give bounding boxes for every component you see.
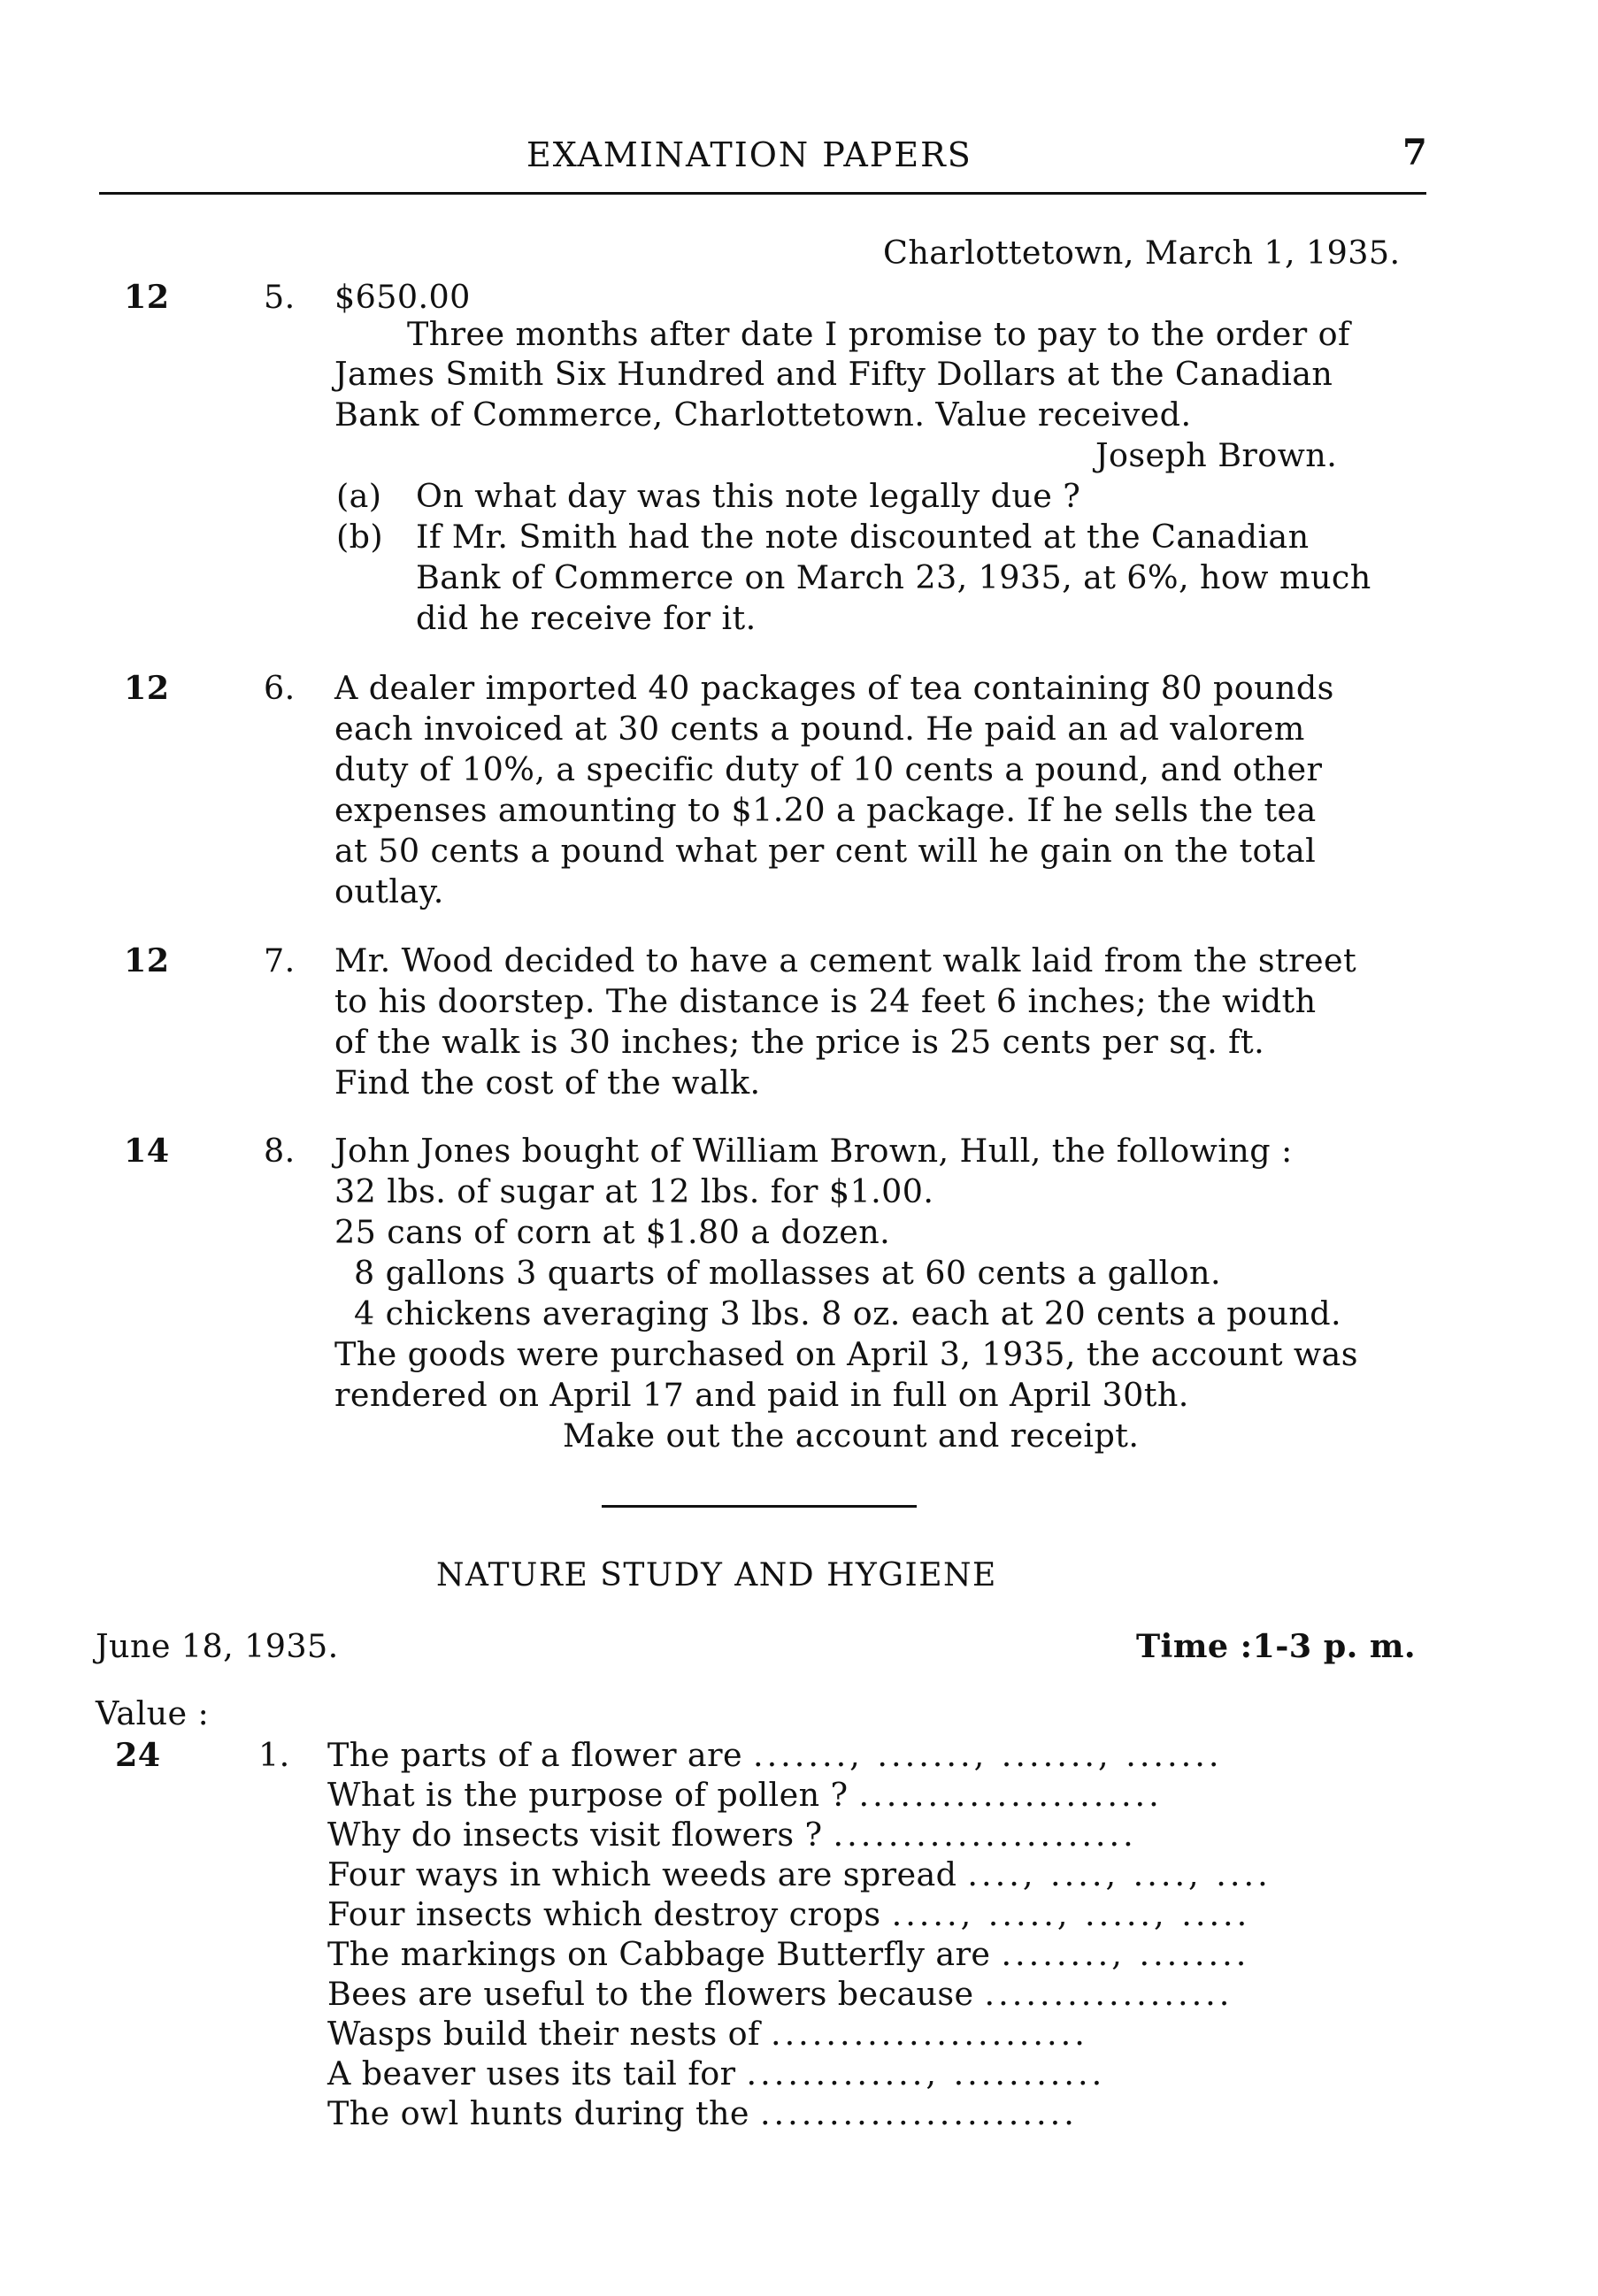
q1-item-7-blanks: .................. — [984, 1975, 1233, 2013]
q6-line-6: outlay. — [334, 872, 444, 910]
q1-item-6 — [327, 1935, 1250, 1973]
q5-line-1: Three months after date I promise to pay to the order of — [407, 315, 1350, 353]
q1-item-7-text: Bees are useful to the flowers because — [327, 1975, 974, 2013]
q1-item-10-text: The owl hunts during the — [327, 2094, 749, 2132]
q1-item-3-text: Why do insects visit flowers ? — [327, 1816, 823, 1854]
q5a-label: (a) — [336, 477, 382, 515]
q5-dateline: Charlottetown, March 1, 1935. — [883, 234, 1401, 272]
q5b-line-3: did he receive for it. — [416, 599, 757, 637]
q1-item-9 — [327, 2054, 1106, 2093]
q1-item-3 — [327, 1816, 1137, 1854]
q1-item-5-text: Four insects which destroy crops — [327, 1895, 881, 1933]
q1-item-4 — [327, 1855, 1271, 1893]
q1-item-10 — [327, 2094, 1078, 2132]
q6-line-4: expenses amounting to $1.20 a package. If he sells the tea — [334, 791, 1317, 829]
q6-line-1: A dealer imported 40 packages of tea containing 80 pounds — [334, 669, 1334, 707]
q5-number: 5. — [264, 278, 296, 316]
q1-item-4-blanks: ...., ...., ...., .... — [967, 1855, 1271, 1893]
q1-item-2-text: What is the purpose of pollen ? — [327, 1776, 849, 1814]
q1-item-6-blanks: ........, ........ — [1001, 1935, 1250, 1973]
q8-line-5: 4 chickens averaging 3 lbs. 8 oz. each at 20 cents a pound. — [354, 1294, 1342, 1332]
section-divider — [602, 1505, 917, 1508]
q1-item-5-blanks: ....., ....., ....., ..... — [891, 1895, 1251, 1933]
q1-item-9-blanks: ............., ........... — [746, 2054, 1106, 2093]
q5-signature: Joseph Brown. — [1095, 436, 1338, 474]
q1-item-9-text: A beaver uses its tail for — [327, 2054, 736, 2093]
q7-number: 7. — [264, 941, 296, 979]
q1-item-1-blanks: ......., ......., ......., ....... — [752, 1736, 1223, 1774]
header-rule — [99, 192, 1426, 195]
q8-number: 8. — [264, 1132, 296, 1170]
section-date: June 18, 1935. — [96, 1627, 339, 1665]
q1-item-7 — [327, 1975, 1233, 2013]
q6-line-2: each invoiced at 30 cents a pound. He paid an ad valorem — [334, 710, 1305, 748]
q1-item-1-text: The parts of a flower are — [327, 1736, 742, 1774]
q7-line-4: Find the cost of the walk. — [334, 1064, 761, 1102]
q6-line-5: at 50 cents a pound what per cent will he gain on the total — [334, 832, 1317, 870]
section-title: NATURE STUDY AND HYGIENE — [436, 1557, 997, 1593]
q7-value: 12 — [124, 941, 170, 979]
q1-item-4-text: Four ways in which weeds are spread — [327, 1855, 957, 1893]
q8-line-6: The goods were purchased on April 3, 1935, the account was — [334, 1335, 1358, 1373]
q5b-label: (b) — [336, 518, 384, 556]
header-title: EXAMINATION PAPERS — [526, 135, 972, 174]
q5b-line-1: If Mr. Smith had the note discounted at the Canadian — [416, 518, 1310, 556]
q7-line-2: to his doorstep. The distance is 24 feet 6 inches; the width — [334, 982, 1317, 1020]
q8-line-4: 8 gallons 3 quarts of mollasses at 60 cents a gallon. — [354, 1254, 1221, 1292]
q1-item-6-text: The markings on Cabbage Butterfly are — [327, 1935, 991, 1973]
nature-q1-value: 24 — [115, 1736, 161, 1774]
q6-line-3: duty of 10%, a specific duty of 10 cents a pound, and other — [334, 750, 1323, 788]
q5-line-3: Bank of Commerce, Charlottetown. Value received. — [334, 395, 1192, 434]
q1-item-1 — [327, 1736, 1223, 1774]
q7-line-1: Mr. Wood decided to have a cement walk laid from the street — [334, 941, 1357, 979]
q6-value: 12 — [124, 669, 170, 707]
q6-number: 6. — [264, 669, 296, 707]
section-time: Time :1-3 p. m. — [1136, 1627, 1416, 1665]
q1-item-5 — [327, 1895, 1251, 1933]
q5-line-2: James Smith Six Hundred and Fifty Dollars at the Canadian — [334, 355, 1333, 393]
q1-item-10-blanks: ....................... — [759, 2094, 1078, 2132]
q7-line-3: of the walk is 30 inches; the price is 25 cents per sq. ft. — [334, 1023, 1265, 1061]
q1-item-8-text: Wasps build their nests of — [327, 2015, 760, 2053]
q1-item-8-blanks: ....................... — [770, 2015, 1088, 2053]
q8-line-1: John Jones bought of William Brown, Hull, the following : — [334, 1132, 1293, 1170]
value-label: Value : — [96, 1694, 210, 1732]
q1-item-8 — [327, 2015, 1088, 2053]
q5b-line-2: Bank of Commerce on March 23, 1935, at 6%, how much — [416, 558, 1371, 596]
q8-line-3: 25 cans of corn at $1.80 a dozen. — [334, 1213, 891, 1251]
q8-value: 14 — [124, 1132, 170, 1170]
q5a-text: On what day was this note legally due ? — [416, 477, 1081, 515]
q1-item-3-blanks: ...................... — [833, 1816, 1137, 1854]
nature-q1-number: 1. — [258, 1736, 290, 1774]
page-number: 7 — [1402, 132, 1427, 173]
q8-line-8: Make out the account and receipt. — [563, 1417, 1140, 1455]
q5-value: 12 — [124, 278, 170, 316]
q8-line-7: rendered on April 17 and paid in full on April 30th. — [334, 1376, 1189, 1414]
q1-item-2 — [327, 1776, 1163, 1814]
q8-line-2: 32 lbs. of sugar at 12 lbs. for $1.00. — [334, 1172, 934, 1210]
q5-amount: $650.00 — [334, 278, 471, 316]
q1-item-2-blanks: ...................... — [858, 1776, 1163, 1814]
